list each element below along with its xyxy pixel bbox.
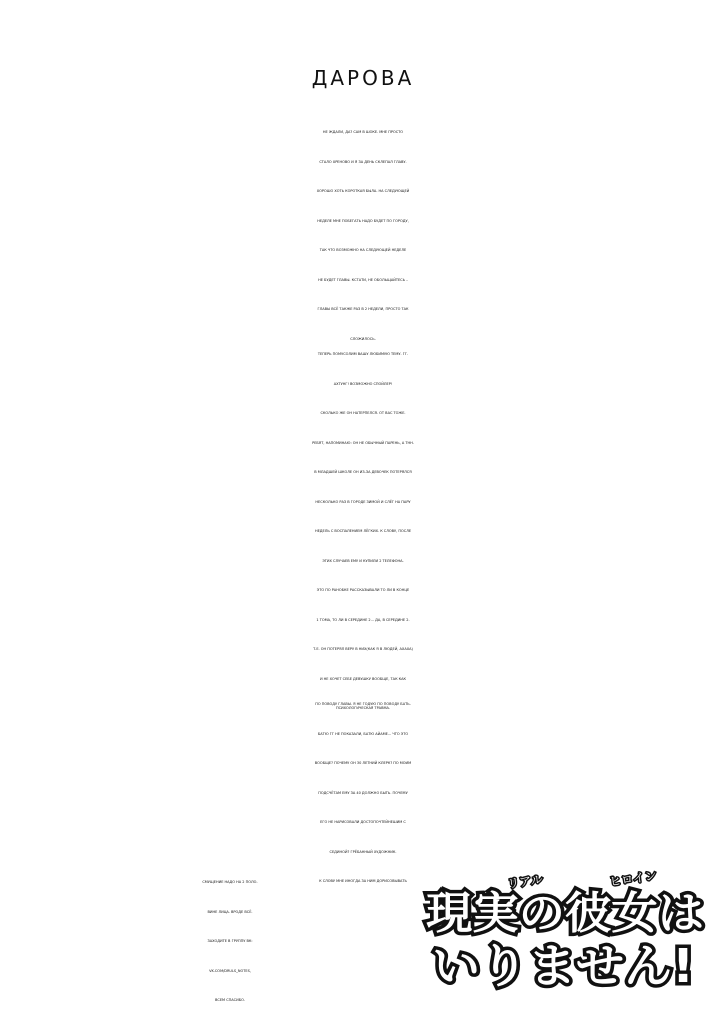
text-line: НЕ ЖДАЛИ, ДА? САМ В ШОКЕ. МНЕ ПРОСТО xyxy=(322,130,404,134)
text-line: ПОДСЧЁТАМ ЕМУ ЗА 40 ДОЛЖНО БЫТЬ. ПОЧЕМУ xyxy=(318,790,408,795)
text-line: ПСИХОЛОГИЧЕСКАЯ ТРАВМА. xyxy=(335,706,391,710)
text-line: VK.COM/DRULS_NOTES, xyxy=(209,968,251,973)
text-line: ЗАХОДИТЕ В ГРУППУ ВК: xyxy=(207,939,253,943)
text-line: ВИНЕ ЛИЦА. ВРОДЕ ВСЁ. xyxy=(207,909,253,914)
series-logo xyxy=(420,866,710,992)
text-line: ВООБЩЕ? ПОЧЕМУ ОН 30 ЛЕТНИЙ КЛЕРК? ПО МОИМ xyxy=(314,761,412,765)
text-line: ХОРОШО ХОТЬ КОРОТКАЯ БЫЛА. НА СЛЕДУЮЩЕЙ xyxy=(316,189,410,193)
text-line: НЕСКОЛЬКО РАЗ В ГОРОДЕ ЗИМОЙ И СЛЁГ НА ПАРУ xyxy=(315,499,411,504)
paragraph-2 xyxy=(0,340,726,724)
paragraph-1 xyxy=(0,118,726,354)
page-title: ДАРОВА xyxy=(311,66,415,90)
svg-text:リアル: リアル xyxy=(506,872,544,891)
text-line: НЕДЕЛЕ МНЕ ПОБЕГАТЬ НАДО БУДЕТ ПО ГОРОДУ, xyxy=(317,218,409,223)
logo-line-2: いりません! xyxy=(432,939,694,992)
text-line: ЕГО НЕ НАРИСОВАЛИ ДОСТОПОЧТЕЙНЕШИМ С xyxy=(320,820,406,824)
text-line: ВСЕМ СПАСИБО. xyxy=(215,998,245,1002)
text-line: Т.Е. ОН ПОТЕРЯЛ ВЕРУ В НИХ(КАК Я В ЛЮДЕЙ, АХАХА) xyxy=(313,647,413,651)
text-line: БАТЮ ГГ НЕ ПОКАЗАЛИ, БАТЮ АЙАМЕ... ЧТО ЭТО xyxy=(317,731,409,736)
text-line: СМУЩЕНИЕ НАДО НА 2 ПОЛО- xyxy=(202,880,258,884)
text-line: К СЛОВУ МНЕ ИНОГДА ЗА НИМ ДОРИСОВЫВАТЬ xyxy=(319,879,407,883)
text-line: СКОЛЬКО ЖЕ ОН НАТЕРПЕЛСЯ. ОТ ВАС ТОЖЕ. xyxy=(320,411,406,415)
text-line: ТЕПЕРЬ ПОМУСОЛИМ ВАШУ ЛЮБИМУЮ ТЕМУ. ГГ. xyxy=(317,352,409,356)
text-line: ПО ПОВОДУ ГЛАВЫ. Я НЕ ГОДУЮ ПО ПОВОДУ БАТЬ. xyxy=(315,702,411,706)
text-line: СЛОЖИЛОСЬ. xyxy=(350,336,376,341)
text-line: ЭТИХ СЛУЧАЕВ ЕМУ И КУПИЛИ 2 ТЕЛЕФОНА. xyxy=(322,558,404,563)
text-line: В МЛАДШЕЙ ШКОЛЕ ОН ИЗ-ЗА ДЕВОЧЕК ПОТЕРЯЛСЯ xyxy=(314,470,412,474)
text-line: ГЛАВЫ ВСЁ ТАКЖЕ РАЗ В 2 НЕДЕЛИ, ПРОСТО ТАК xyxy=(317,307,409,311)
text-line: И НЕ ХОЧЕТ СЕБЕ ДЕВУШКУ ВООБЩЕ, ТАК КАК xyxy=(319,676,407,681)
text-line: НЕДЕЛЬ С ВОСПАЛЕНИЕМ ЛЁГКИХ. К СЛОВУ, ПОСЛЕ xyxy=(314,529,412,533)
text-line: РЕБЯТ, НАПОМИНАЮ: ОН НЕ ОБЫЧНЫЙ ПАРЕНЬ, А ТНН. xyxy=(312,440,414,445)
closing-paragraph xyxy=(30,868,430,1016)
text-line: СЕДИНОЙ? ГРЁБАННЫЙ ХУДОЖНИК. xyxy=(329,849,397,854)
text-line: АХТУНГ! ВОЗМОЖНО СПОЙЛЕР! xyxy=(333,381,393,386)
text-line: НЕ БУДЕТ ГЛАВЫ. КСТАТИ, НЕ ОБОЛЬЩАЙТЕСЬ – xyxy=(318,277,408,282)
text-line: ЭТО ПО РАНОБКЕ РАССКАЗЫВАЛИ ТО ЛИ В КОНЦЕ xyxy=(316,588,410,592)
logo-line-1: 現実の彼女は xyxy=(426,888,704,939)
text-line: СТАЛО ХРЕНОВО И Я ЗА ДЕНЬ СКЛЕПАЛ ГЛАВУ. xyxy=(319,159,407,164)
text-line: 1 ТОМА, ТО ЛИ В СЕРЕДИНЕ 2... ДА, В СЕРЕДИНЕ 2. xyxy=(316,617,410,622)
text-line: ТАК ЧТО ВОЗМОЖНО НА СЛЕДУЮЩЕЙ НЕДЕЛЕ xyxy=(319,248,407,252)
svg-text:ヒロイン: ヒロイン xyxy=(608,868,658,889)
logo-ruby-heroine xyxy=(608,868,657,888)
